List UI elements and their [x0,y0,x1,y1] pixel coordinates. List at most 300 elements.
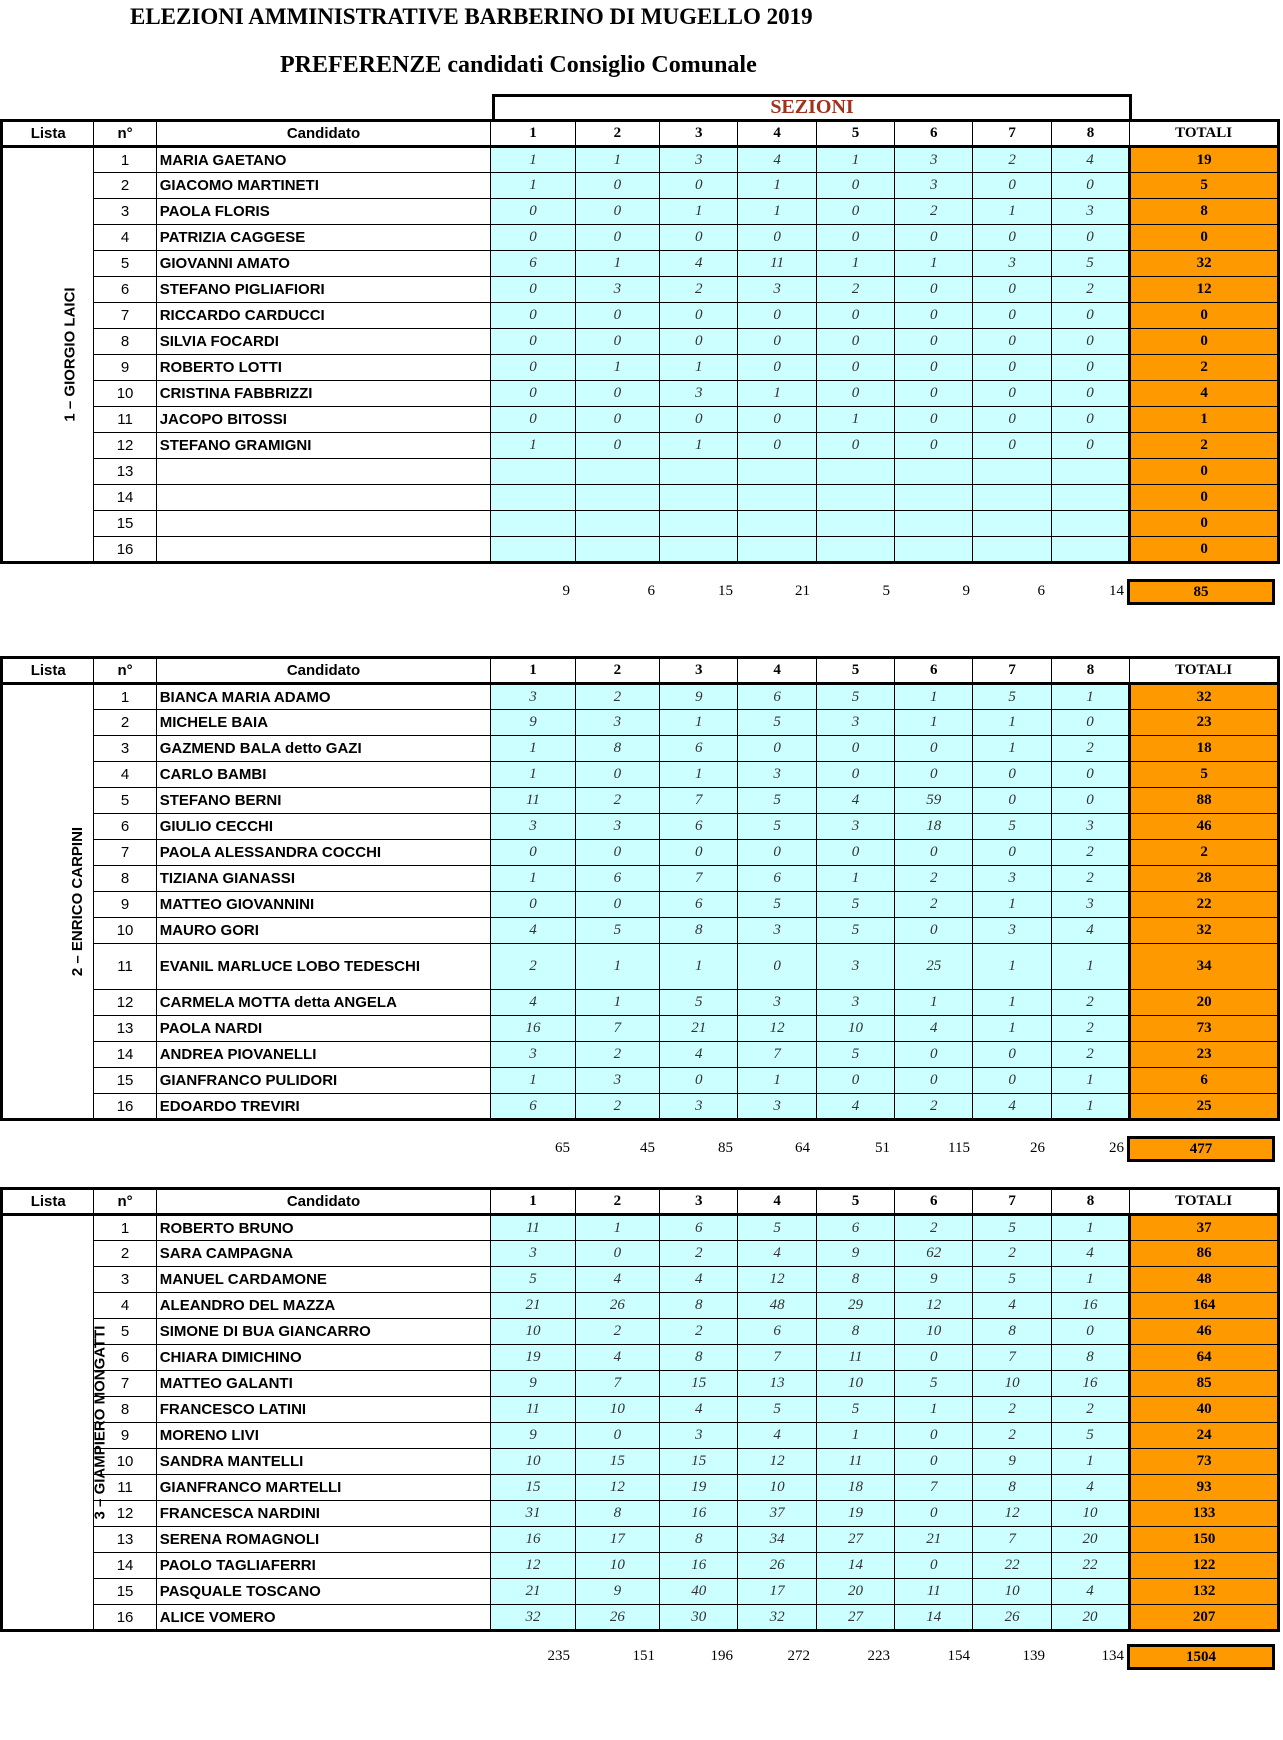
section-votes: 1 [491,1068,575,1094]
section-votes: 27 [816,1527,894,1553]
section-votes: 0 [738,407,816,433]
table-row [2,199,1279,225]
table-row [2,814,1279,840]
section-votes [575,537,659,563]
row-number: 8 [94,866,156,892]
section-votes: 11 [895,1579,973,1605]
table-row [2,762,1279,788]
section-votes: 31 [491,1501,575,1527]
section-votes: 0 [738,944,816,990]
section-sums-row [0,1136,1283,1162]
candidate-total: 2 [1130,355,1279,381]
header-lista: Lista [2,658,94,684]
section-votes: 0 [973,355,1051,381]
candidate-name: PAOLA FLORIS [156,199,491,225]
section-votes: 2 [973,1241,1051,1267]
row-number: 11 [94,1475,156,1501]
section-votes: 1 [491,762,575,788]
section-votes: 7 [660,788,738,814]
section-votes: 6 [816,1215,894,1241]
section-votes: 5 [738,814,816,840]
section-votes: 0 [660,225,738,251]
section-votes: 0 [895,225,973,251]
table-row [2,1319,1279,1345]
table-row [2,892,1279,918]
section-sum: 65 [555,1140,570,1156]
section-votes: 0 [816,199,894,225]
section-votes [816,537,894,563]
section-votes [973,511,1051,537]
header-candidato: Candidato [156,658,491,684]
section-votes: 11 [491,788,575,814]
section-votes: 0 [973,1042,1051,1068]
table-row [2,1501,1279,1527]
section-votes: 1 [973,990,1051,1016]
table-row [2,407,1279,433]
section-votes [660,511,738,537]
candidate-name: GIACOMO MARTINETI [156,173,491,199]
section-votes: 11 [816,1345,894,1371]
row-number: 12 [94,1501,156,1527]
section-votes: 1 [1051,1068,1129,1094]
section-votes: 1 [738,1068,816,1094]
header-section-4: 4 [738,658,816,684]
section-votes [575,485,659,511]
table-row [2,944,1279,990]
section-votes: 5 [816,1042,894,1068]
candidate-name: SERENA ROMAGNOLI [156,1527,491,1553]
section-votes: 16 [1051,1371,1129,1397]
section-votes: 2 [575,1042,659,1068]
candidate-total: 12 [1130,277,1279,303]
section-votes: 10 [973,1371,1051,1397]
candidate-total: 25 [1130,1094,1279,1120]
candidate-total: 0 [1130,511,1279,537]
row-number: 8 [94,329,156,355]
candidate-total: 48 [1130,1267,1279,1293]
section-votes: 0 [1051,762,1129,788]
section-votes: 1 [1051,944,1129,990]
section-votes: 1 [816,251,894,277]
table-row [2,277,1279,303]
candidate-name: MATTEO GALANTI [156,1371,491,1397]
section-votes: 10 [816,1371,894,1397]
section-votes: 15 [660,1371,738,1397]
section-votes: 0 [575,1241,659,1267]
section-votes: 8 [816,1319,894,1345]
table-header-row [2,1189,1279,1215]
section-votes: 6 [660,892,738,918]
section-votes: 3 [973,918,1051,944]
section-votes: 29 [816,1293,894,1319]
table-row [2,918,1279,944]
section-votes: 1 [491,736,575,762]
section-votes: 6 [738,866,816,892]
section-votes [895,459,973,485]
candidate-name: SARA CAMPAGNA [156,1241,491,1267]
section-votes: 2 [895,199,973,225]
section-votes: 9 [491,710,575,736]
section-votes: 2 [660,1241,738,1267]
section-votes [738,511,816,537]
section-votes: 14 [816,1553,894,1579]
section-votes: 0 [816,355,894,381]
section-votes: 3 [738,762,816,788]
section-votes [491,511,575,537]
section-votes: 14 [895,1605,973,1631]
section-votes: 16 [491,1527,575,1553]
section-votes: 0 [1051,788,1129,814]
section-votes: 30 [660,1605,738,1631]
section-votes: 1 [491,433,575,459]
section-votes [816,511,894,537]
section-votes [1051,459,1129,485]
section-votes: 0 [973,762,1051,788]
section-votes: 12 [738,1449,816,1475]
section-votes: 7 [973,1345,1051,1371]
section-votes: 2 [1051,840,1129,866]
section-votes: 0 [738,329,816,355]
section-votes: 0 [895,1423,973,1449]
section-votes: 0 [816,1068,894,1094]
candidate-total: 24 [1130,1423,1279,1449]
candidate-total: 1 [1130,407,1279,433]
candidate-name: PATRIZIA CAGGESE [156,225,491,251]
section-votes: 0 [895,329,973,355]
candidate-total: 46 [1130,1319,1279,1345]
section-votes: 0 [816,762,894,788]
candidate-name: CARLO BAMBI [156,762,491,788]
candidate-total: 73 [1130,1449,1279,1475]
section-votes: 0 [895,1345,973,1371]
section-votes: 4 [660,1267,738,1293]
section-votes: 0 [973,840,1051,866]
section-votes: 1 [973,199,1051,225]
header-section-6: 6 [895,121,973,147]
table-row [2,485,1279,511]
section-sum: 196 [710,1648,733,1664]
section-votes: 3 [895,147,973,173]
section-votes [491,459,575,485]
header-lista: Lista [2,121,94,147]
section-votes: 0 [1051,303,1129,329]
section-votes: 8 [660,1345,738,1371]
section-sum: 115 [948,1140,970,1156]
section-votes: 3 [660,1423,738,1449]
header-section-6: 6 [895,1189,973,1215]
section-votes: 6 [660,814,738,840]
candidate-total: 8 [1130,199,1279,225]
table-row [2,1267,1279,1293]
list-grand-total: 1504 [1127,1644,1275,1670]
section-votes: 16 [660,1553,738,1579]
table-row [2,1215,1279,1241]
table-row [2,329,1279,355]
table-row [2,1553,1279,1579]
section-votes: 5 [738,1215,816,1241]
section-votes: 3 [816,990,894,1016]
section-votes: 20 [1051,1605,1129,1631]
section-votes: 3 [816,944,894,990]
row-number: 3 [94,1267,156,1293]
section-votes: 2 [660,1319,738,1345]
section-votes: 3 [1051,814,1129,840]
section-votes: 0 [895,407,973,433]
section-votes: 4 [575,1267,659,1293]
section-votes: 5 [816,684,894,710]
header-totali: TOTALI [1130,658,1279,684]
table-row [2,511,1279,537]
section-votes: 8 [1051,1345,1129,1371]
section-votes: 32 [491,1605,575,1631]
section-votes [973,537,1051,563]
section-votes: 1 [660,762,738,788]
section-votes: 7 [575,1016,659,1042]
section-votes: 8 [973,1475,1051,1501]
section-votes: 0 [1051,1319,1129,1345]
header-n: n° [94,121,156,147]
section-sum: 21 [795,583,810,599]
table-row [2,303,1279,329]
section-sum: 6 [647,583,655,599]
section-votes: 0 [973,381,1051,407]
candidate-total: 132 [1130,1579,1279,1605]
section-votes: 5 [816,1397,894,1423]
section-votes: 0 [816,173,894,199]
candidate-total: 18 [1130,736,1279,762]
header-section-1: 1 [491,1189,575,1215]
candidate-total: 22 [1130,892,1279,918]
row-number: 2 [94,1241,156,1267]
candidate-total: 34 [1130,944,1279,990]
section-votes: 0 [491,277,575,303]
section-votes: 1 [895,1397,973,1423]
section-votes: 3 [738,1094,816,1120]
table-header-row [2,121,1279,147]
section-sum: 51 [875,1140,890,1156]
section-votes: 1 [575,355,659,381]
section-votes: 0 [575,381,659,407]
header-section-2: 2 [575,1189,659,1215]
section-votes: 17 [575,1527,659,1553]
section-votes: 3 [575,1068,659,1094]
section-votes: 22 [973,1553,1051,1579]
header-section-8: 8 [1051,1189,1129,1215]
section-votes: 19 [491,1345,575,1371]
section-votes: 1 [575,147,659,173]
section-votes: 62 [895,1241,973,1267]
section-votes: 0 [895,355,973,381]
candidate-total: 4 [1130,381,1279,407]
section-votes: 0 [973,407,1051,433]
section-votes [973,459,1051,485]
section-votes: 0 [1051,710,1129,736]
candidate-total: 19 [1130,147,1279,173]
section-votes: 2 [575,788,659,814]
section-votes: 3 [660,1094,738,1120]
header-section-1: 1 [491,658,575,684]
section-votes: 11 [491,1397,575,1423]
section-votes: 0 [491,407,575,433]
section-votes: 0 [816,303,894,329]
section-votes: 9 [575,1579,659,1605]
section-votes [660,537,738,563]
section-votes: 10 [575,1553,659,1579]
candidate-name: ANDREA PIOVANELLI [156,1042,491,1068]
section-votes: 12 [491,1553,575,1579]
section-votes: 3 [1051,199,1129,225]
row-number: 14 [94,1042,156,1068]
section-votes: 0 [738,736,816,762]
section-votes [738,459,816,485]
list-name [2,147,94,563]
section-votes: 10 [973,1579,1051,1605]
section-votes: 15 [491,1475,575,1501]
section-votes: 0 [1051,225,1129,251]
section-votes: 3 [973,866,1051,892]
table-row [2,355,1279,381]
candidate-name: MICHELE BAIA [156,710,491,736]
section-votes: 2 [895,866,973,892]
section-votes: 0 [575,199,659,225]
section-votes: 10 [895,1319,973,1345]
section-votes: 3 [491,1241,575,1267]
header-section-7: 7 [973,121,1051,147]
section-votes [895,511,973,537]
section-votes: 21 [895,1527,973,1553]
section-votes: 1 [575,251,659,277]
table-row [2,381,1279,407]
section-votes: 1 [973,736,1051,762]
section-votes: 1 [491,173,575,199]
section-votes: 0 [575,173,659,199]
row-number: 15 [94,1579,156,1605]
list-name-label: 3 – GIAMPIERO MONGATTI [91,1325,109,1519]
section-votes: 0 [491,199,575,225]
candidate-total: 93 [1130,1475,1279,1501]
section-votes: 1 [816,147,894,173]
section-votes: 0 [895,762,973,788]
section-votes: 10 [1051,1501,1129,1527]
candidate-name [156,537,491,563]
row-number: 9 [94,355,156,381]
candidate-total: 32 [1130,918,1279,944]
candidate-name: CARMELA MOTTA detta ANGELA [156,990,491,1016]
section-votes: 0 [491,892,575,918]
list-name-label: 1 – GIORGIO LAICI [61,286,79,422]
section-votes: 0 [973,277,1051,303]
row-number: 1 [94,1215,156,1241]
section-votes: 32 [738,1605,816,1631]
candidate-total: 5 [1130,762,1279,788]
section-votes: 0 [895,277,973,303]
section-votes: 7 [973,1527,1051,1553]
section-votes: 0 [1051,329,1129,355]
section-votes: 8 [575,1501,659,1527]
candidate-name: SANDRA MANTELLI [156,1449,491,1475]
section-sum: 64 [795,1140,810,1156]
section-votes: 2 [1051,1016,1129,1042]
section-votes: 0 [973,788,1051,814]
row-number: 9 [94,892,156,918]
section-votes: 3 [660,147,738,173]
row-number: 7 [94,840,156,866]
section-votes [660,485,738,511]
section-votes: 1 [816,407,894,433]
section-votes: 3 [973,251,1051,277]
section-votes: 48 [738,1293,816,1319]
section-votes: 6 [491,1094,575,1120]
preference-table [0,119,1280,564]
section-sum: 15 [718,583,733,599]
row-number: 6 [94,814,156,840]
section-votes: 0 [660,173,738,199]
section-votes: 3 [491,684,575,710]
section-votes: 12 [895,1293,973,1319]
candidate-total: 133 [1130,1501,1279,1527]
section-votes: 2 [816,277,894,303]
row-number: 4 [94,1293,156,1319]
section-votes: 1 [491,866,575,892]
candidate-name: STEFANO BERNI [156,788,491,814]
table-row [2,840,1279,866]
section-sum: 26 [1030,1140,1045,1156]
section-votes: 19 [660,1475,738,1501]
section-votes: 4 [660,1397,738,1423]
candidate-name: FRANCESCA NARDINI [156,1501,491,1527]
section-votes: 0 [895,433,973,459]
section-votes: 7 [575,1371,659,1397]
row-number: 2 [94,173,156,199]
row-number: 6 [94,1345,156,1371]
candidate-name: BIANCA MARIA ADAMO [156,684,491,710]
section-votes: 34 [738,1527,816,1553]
section-votes: 26 [973,1605,1051,1631]
candidate-name: STEFANO PIGLIAFIORI [156,277,491,303]
section-votes: 1 [895,251,973,277]
candidate-name: MATTEO GIOVANNINI [156,892,491,918]
candidate-total: 32 [1130,684,1279,710]
section-votes: 4 [973,1094,1051,1120]
section-votes: 20 [816,1579,894,1605]
header-section-3: 3 [660,121,738,147]
section-votes [575,459,659,485]
section-votes: 6 [491,251,575,277]
candidate-total: 46 [1130,814,1279,840]
section-votes: 9 [895,1267,973,1293]
section-votes: 1 [973,1016,1051,1042]
header-section-6: 6 [895,658,973,684]
header-section-3: 3 [660,1189,738,1215]
section-votes [895,485,973,511]
section-votes: 0 [895,1501,973,1527]
section-votes: 16 [1051,1293,1129,1319]
section-votes: 4 [1051,918,1129,944]
header-section-7: 7 [973,1189,1051,1215]
section-votes: 6 [738,684,816,710]
row-number: 10 [94,381,156,407]
row-number: 13 [94,1527,156,1553]
candidate-name: TIZIANA GIANASSI [156,866,491,892]
section-votes: 0 [816,329,894,355]
candidate-total: 23 [1130,710,1279,736]
table-row [2,1423,1279,1449]
section-votes: 0 [816,736,894,762]
section-votes: 5 [738,710,816,736]
section-votes: 3 [491,814,575,840]
section-votes: 0 [660,407,738,433]
row-number: 3 [94,736,156,762]
